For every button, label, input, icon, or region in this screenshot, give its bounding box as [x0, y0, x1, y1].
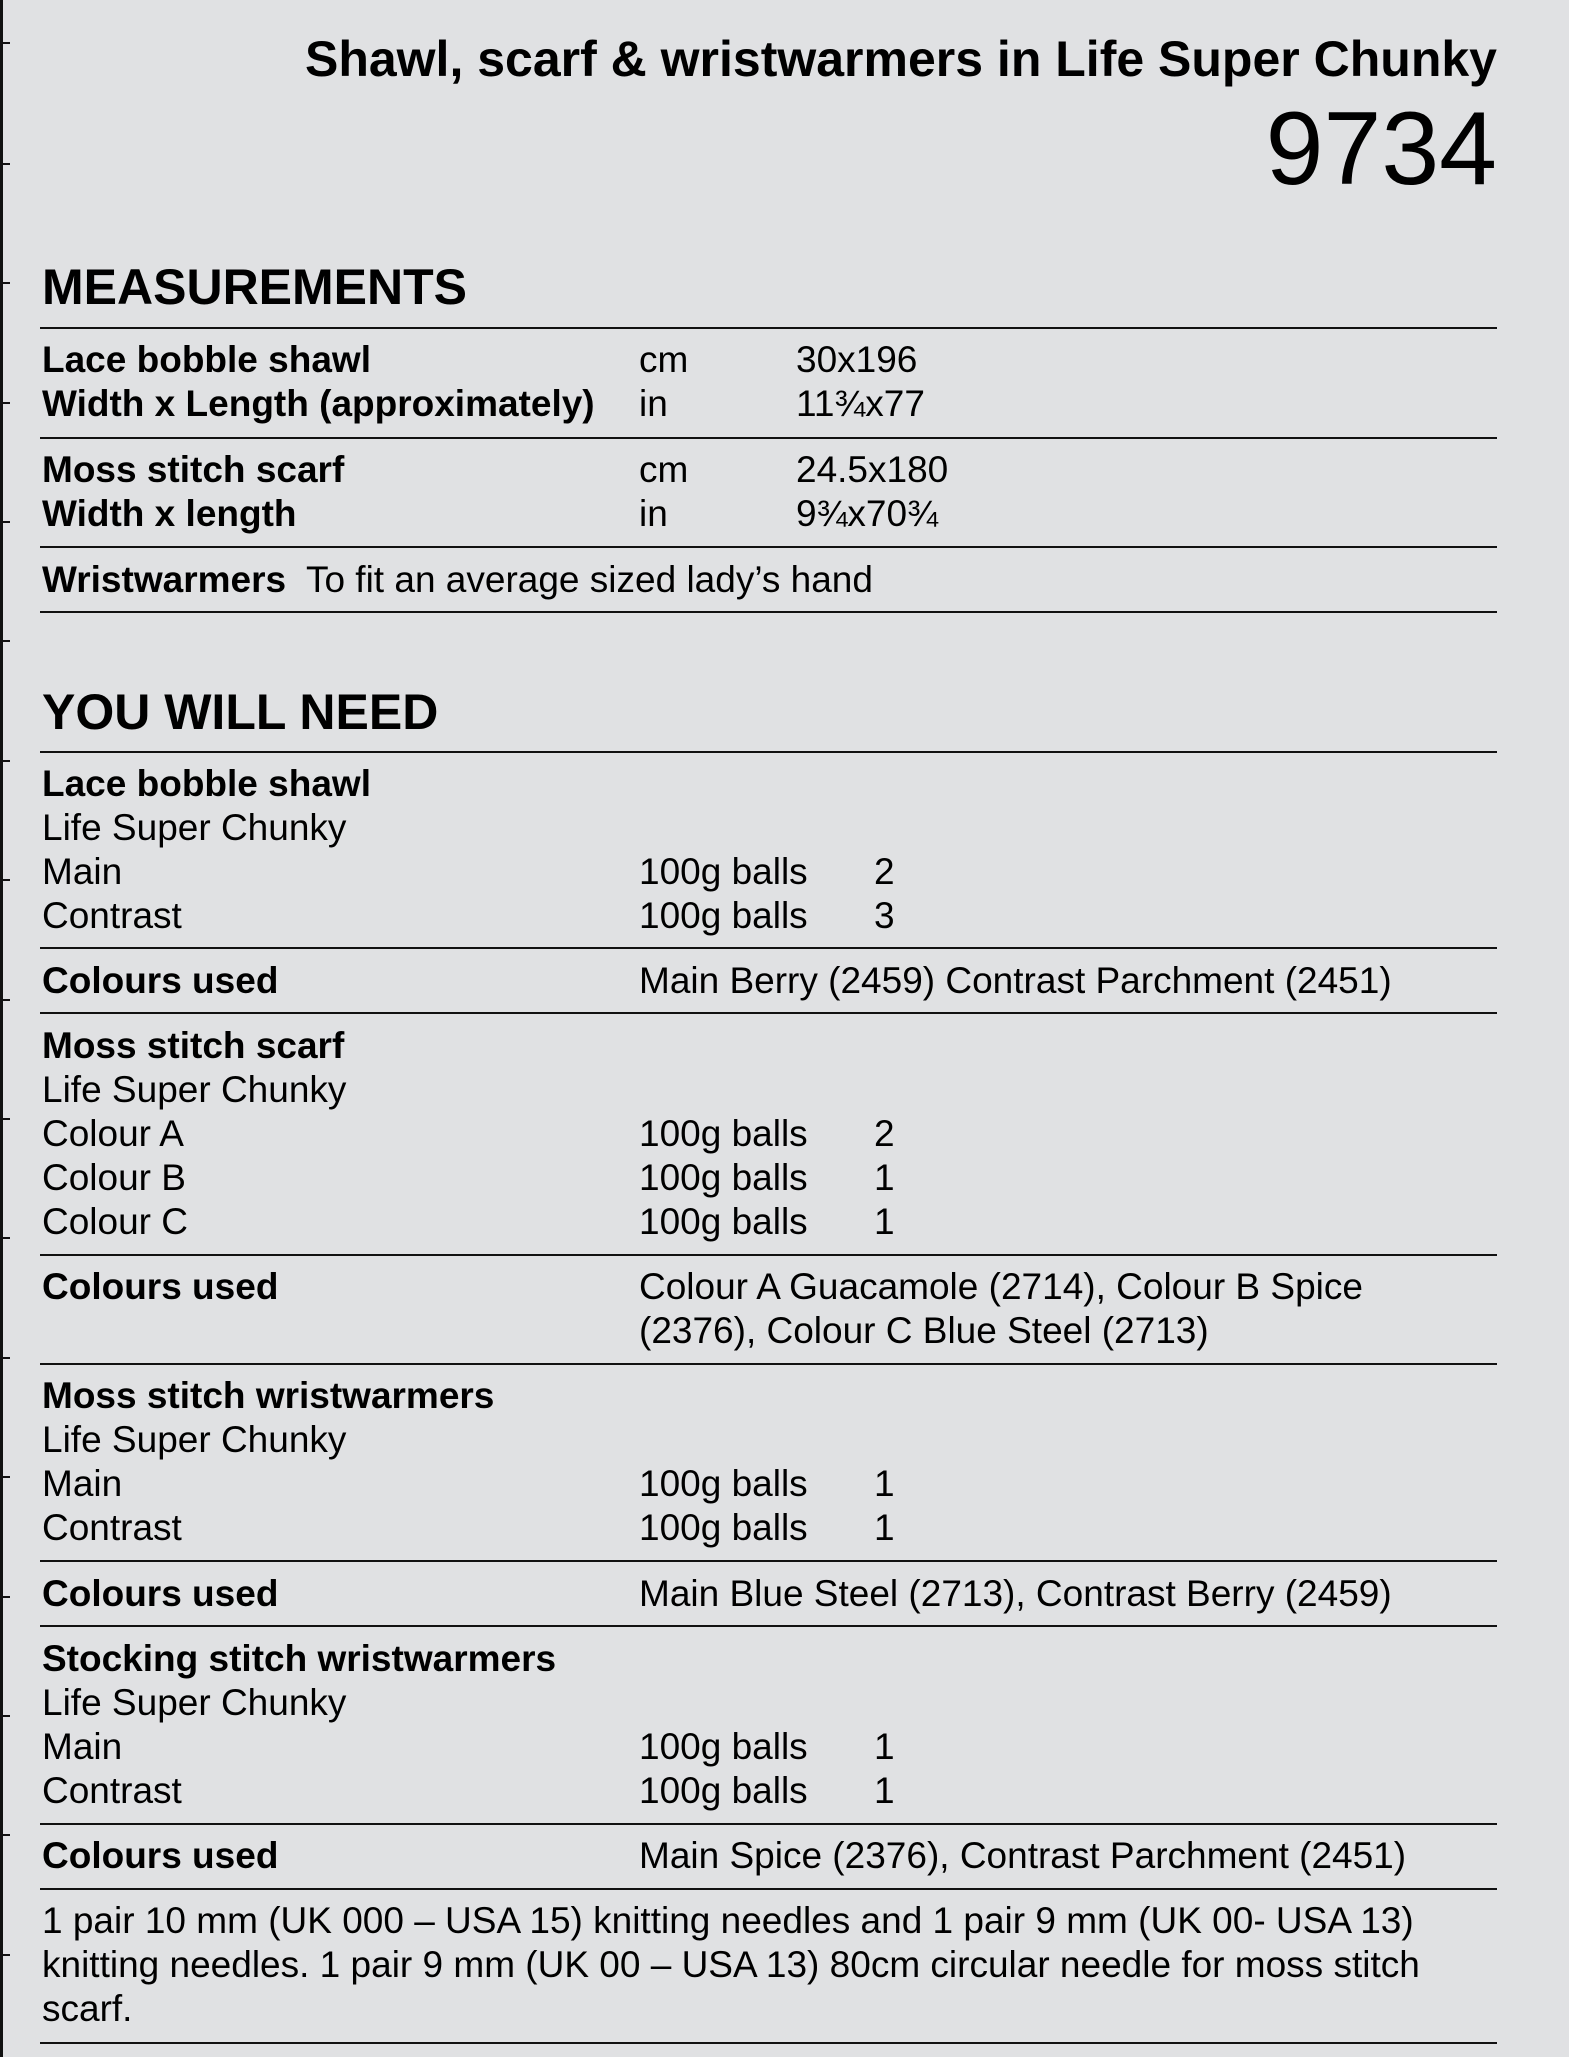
colours-used-value: Colour A Guacamole (2714), Colour B Spice — [639, 1266, 1363, 1307]
yarn-row-label: Contrast — [42, 895, 182, 936]
colours-used-label: Colours used — [42, 1573, 279, 1614]
divider — [40, 1363, 1497, 1365]
colours-used-value-cont: (2376), Colour C Blue Steel (2713) — [639, 1310, 1209, 1351]
yarn-row-qty: 1 — [874, 1463, 895, 1504]
divider — [40, 1254, 1497, 1256]
divider — [40, 546, 1497, 548]
stocking-wristwarmers-title: Stocking stitch wristwarmers — [42, 1638, 557, 1679]
yarn-row-qty: 1 — [874, 1157, 895, 1198]
shawl-title: Lace bobble shawl — [42, 763, 371, 804]
yarn-row-unit: 100g balls — [639, 1770, 808, 1811]
yarn-row-qty: 1 — [874, 1507, 895, 1548]
yarn-row-label: Main — [42, 1463, 123, 1504]
divider — [40, 1888, 1497, 1890]
divider — [40, 611, 1497, 613]
margin-tick — [0, 879, 10, 881]
divider — [40, 1823, 1497, 1825]
yarn-row-qty: 3 — [874, 895, 895, 936]
yarn-row-label: Contrast — [42, 1770, 182, 1811]
yarn-row-unit: 100g balls — [639, 1726, 808, 1767]
pattern-number: 9734 — [1265, 91, 1497, 207]
unit-cm: cm — [639, 339, 689, 380]
divider — [40, 751, 1497, 753]
divider — [40, 327, 1497, 329]
yarn-row-qty: 2 — [874, 1113, 895, 1154]
divider — [40, 1625, 1497, 1627]
you-will-need-heading: YOU WILL NEED — [42, 684, 439, 740]
yarn-row-unit: 100g balls — [639, 895, 808, 936]
yarn-row-unit: 100g balls — [639, 851, 808, 892]
pattern-title: Shawl, scarf & wristwarmers in Life Super Chunky — [304, 31, 1497, 87]
margin-tick — [0, 1954, 10, 1956]
yarn-row-qty: 1 — [874, 1201, 895, 1242]
margin-tick — [0, 999, 10, 1001]
yarn-name: Life Super Chunky — [42, 1682, 347, 1723]
colours-used-value: Main Spice (2376), Contrast Parchment (2451) — [639, 1835, 1407, 1876]
divider — [40, 947, 1497, 949]
divider — [40, 1012, 1497, 1014]
left-margin-rule — [0, 0, 3, 2057]
divider — [40, 2042, 1497, 2044]
scarf-measure-sublabel: Width x length — [42, 493, 297, 534]
margin-tick — [0, 42, 10, 44]
margin-tick — [0, 1596, 10, 1598]
scarf-measure-label: Moss stitch scarf — [42, 449, 345, 490]
margin-tick — [0, 1357, 10, 1359]
yarn-row-label: Main — [42, 851, 123, 892]
yarn-row-label: Colour C — [42, 1201, 188, 1242]
colours-used-label: Colours used — [42, 1835, 279, 1876]
needles-text: 1 pair 10 mm (UK 000 – USA 15) knitting needles and 1 pair 9 mm (UK 00- USA 13) knitting needles. 1 pair 9 mm (UK 00 – USA 13) 80cm circular needle for moss stitch scarf. — [42, 1900, 1420, 2029]
colours-used-label: Colours used — [42, 1266, 279, 1307]
yarn-row-unit: 100g balls — [639, 1113, 808, 1154]
margin-tick — [0, 1715, 10, 1717]
yarn-row-label: Contrast — [42, 1507, 182, 1548]
unit-in: in — [639, 383, 668, 424]
yarn-row-label: Colour A — [42, 1113, 184, 1154]
yarn-row-qty: 1 — [874, 1770, 895, 1811]
margin-tick — [0, 282, 10, 284]
scarf-size-in: 9¾x70¾ — [796, 493, 938, 534]
margin-tick — [0, 402, 10, 404]
margin-tick — [0, 1118, 10, 1120]
yarn-row-unit: 100g balls — [639, 1463, 808, 1504]
margin-tick — [0, 163, 10, 165]
colours-used-value: Main Blue Steel (2713), Contrast Berry (2459) — [639, 1573, 1392, 1614]
yarn-row-label: Main — [42, 1726, 123, 1767]
yarn-row-label: Colour B — [42, 1157, 186, 1198]
wristwarmers-label: Wristwarmers — [42, 559, 287, 600]
colours-used-label: Colours used — [42, 960, 279, 1001]
yarn-row-qty: 1 — [874, 1726, 895, 1767]
wristwarmers-measure — [42, 558, 873, 602]
yarn-name: Life Super Chunky — [42, 1069, 347, 1110]
scarf-title: Moss stitch scarf — [42, 1025, 345, 1066]
divider — [40, 1560, 1497, 1562]
colours-used-value: Main Berry (2459) Contrast Parchment (2451) — [639, 960, 1392, 1001]
unit-cm: cm — [639, 449, 689, 490]
yarn-row-unit: 100g balls — [639, 1201, 808, 1242]
margin-tick — [0, 640, 10, 642]
scarf-size-cm: 24.5x180 — [796, 449, 949, 490]
yarn-row-unit: 100g balls — [639, 1157, 808, 1198]
unit-in: in — [639, 493, 668, 534]
shawl-size-cm: 30x196 — [796, 339, 918, 380]
measurements-heading: MEASUREMENTS — [42, 259, 468, 315]
moss-wristwarmers-title: Moss stitch wristwarmers — [42, 1375, 495, 1416]
margin-tick — [0, 1237, 10, 1239]
margin-tick — [0, 1834, 10, 1836]
yarn-row-qty: 2 — [874, 851, 895, 892]
margin-tick — [0, 760, 10, 762]
margin-tick — [0, 1476, 10, 1478]
divider — [40, 437, 1497, 439]
shawl-measure-sublabel: Width x Length (approximately) — [42, 383, 595, 424]
wristwarmers-fit-text: To fit an average sized lady’s hand — [305, 559, 873, 600]
margin-tick — [0, 521, 10, 523]
shawl-measure-label: Lace bobble shawl — [42, 339, 371, 380]
yarn-name: Life Super Chunky — [42, 807, 347, 848]
yarn-row-unit: 100g balls — [639, 1507, 808, 1548]
yarn-name: Life Super Chunky — [42, 1419, 347, 1460]
shawl-size-in: 11¾x77 — [796, 383, 925, 424]
